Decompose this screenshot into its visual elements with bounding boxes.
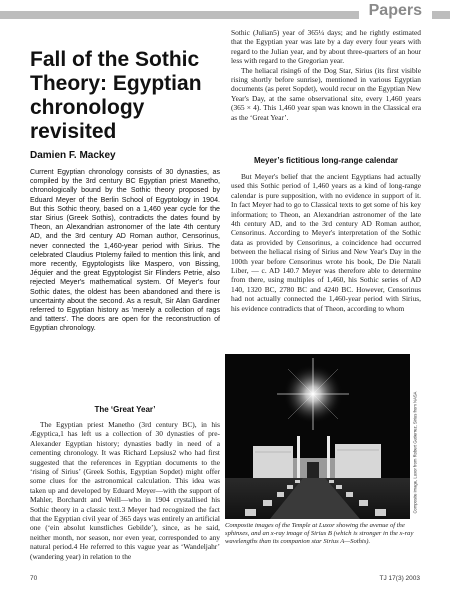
- page-number: 70: [30, 575, 38, 582]
- article-title: Fall of the Sothic Theory: Egyptian chronology revisited: [30, 48, 202, 143]
- photo-credit-text: Composite image, Luxor from Robert Gutierrez, Sirius from NASA: [412, 391, 418, 514]
- section-heading-great-year: The ‘Great Year’: [94, 405, 156, 414]
- luxor-sirius-image: [225, 354, 410, 519]
- paragraph-heliacal-rising: The heliacal rising6 of the Dog Star, Sirius (its first visible rising shortly before sunrise), mentioned in various Egyptian documents (as peret Sopdet), would recur on the Egyptian New Year's Day, at the same observational site, every 1,460 years (365 × 4). This 1,460 year span was known in the Classical era as the ‘Great Year’.: [231, 65, 421, 122]
- page-header: [0, 0, 450, 22]
- photo-credit: [410, 354, 420, 519]
- article-author: Damien F. Mackey: [30, 150, 116, 161]
- section-heading-meyer: Meyer’s fictitious long-range calendar: [253, 156, 399, 165]
- section-label: Papers: [359, 0, 432, 22]
- temple-luxor-photo: [225, 354, 410, 519]
- body-text-right-top: [231, 28, 421, 122]
- body-text-meyer: But Meyer's belief that the ancient Egyptians had actually used this Sothic period of 1,460 years as a kind of long-range calendar is pure supposition, with no evidence in support of it. In fact Meyer had to go to Classical texts to get some of his key information; to Theon, an Alexandrian astronomer of the late 4th century AD, and to the 3rd century AD Roman author, Censorinus. According to Meyer's interpretation of the Sothic data as provided by Censorinus, a coincidence had occurred between the heliacal rising of Sirius and New Year's Day in the 100th year before Censorinus wrote his book, De Die Natali Liber, — c. AD 140.7 Meyer was therefore able to determine from there, using multiples of 1,460, his Sothic series of AD 140, 1320 BC, 2780 BC and 4240 BC. However, Censorinus had not actually connected the 1,460-year period with Sirius, his evidence contradicts that of Theon, according to whom: [231, 172, 421, 313]
- body-text-great-year: The Egyptian priest Manetho (3rd century BC), in his Ægyptica,1 has left us a collection of 30 dynasties of pre-Alexander Egyptian history; dynasties badly in need of a cementing chronology. It was Richard Lepsius2 who had first suggested that the references in Egyptian documents to the ‘rising of Sirius’ (Greek Sothis, Egyptian Sopdet) might offer some clues for the astronomical calculation. This idea was taken up and developed by Eduard Meyer—with the support of Mahler, Borchardt and Weill—who in 1904 crystallised his Sothic theory in a classic text.3 Meyer had recognized the fact that the Egyptian civil year of 365 days was entirely an artificial one (‘ein absolut kunstliches Gebilde’), since, as he said, neither month, nor season, nor even year, corresponded to any natural period.4 He referred to this vague year as ‘Wandeljahr’ (wandering year) in relation to the: [30, 420, 220, 561]
- paragraph-sothic-year: Sothic (Julian5) year of 365¼ days; and he rightly estimated that the Egyptian year was late by a day every four years with regard to the Julian year, and by about three-quarters of an hour less with regard to the Gregorian year.: [231, 28, 421, 66]
- figure-caption: Composite images of the Temple at Luxor showing the avenue of the sphinxes, and an x-ray image of Sirius B (which is stronger in the x-ray wavelengths than its companion star Sirius A—Sothis).: [225, 522, 414, 546]
- article-abstract: Current Egyptian chronology consists of 30 dynasties, as compiled by the 3rd century BC Egyptian priest Manetho, chronologically bound by the Sothic theory proposed by Eduard Meyer of the Berlin School of Egyptology in 1904. But this Sothic theory, based on a 1,460 year cycle for the star Sirius (Greek Sothis), contradicts the dates found by Theon, an Alexandrian astronomer of the late 4th century AD, and the 3rd century AD Roman author, Censorinus, never connected the 1,460-year period with Sirius. The celebrated Claudius Ptolemy failed to mention this link, and more recently, Egyptologists like Maspero, von Bissing, Jéquier and the great Egyptologist Sir Flinders Petrie, also rejected Meyer's mathematical system. Of Meyer's four Sothic dates, the oldest has been abandoned and there is uncertainty about the second. As a result, Sir Alan Gardiner referred to Egyptian history as 'merely a collection of rags and tatters'. The doors are open for the reconstruction of Egyptian chronology.: [30, 168, 220, 333]
- journal-reference: TJ 17(3) 2003: [379, 575, 420, 582]
